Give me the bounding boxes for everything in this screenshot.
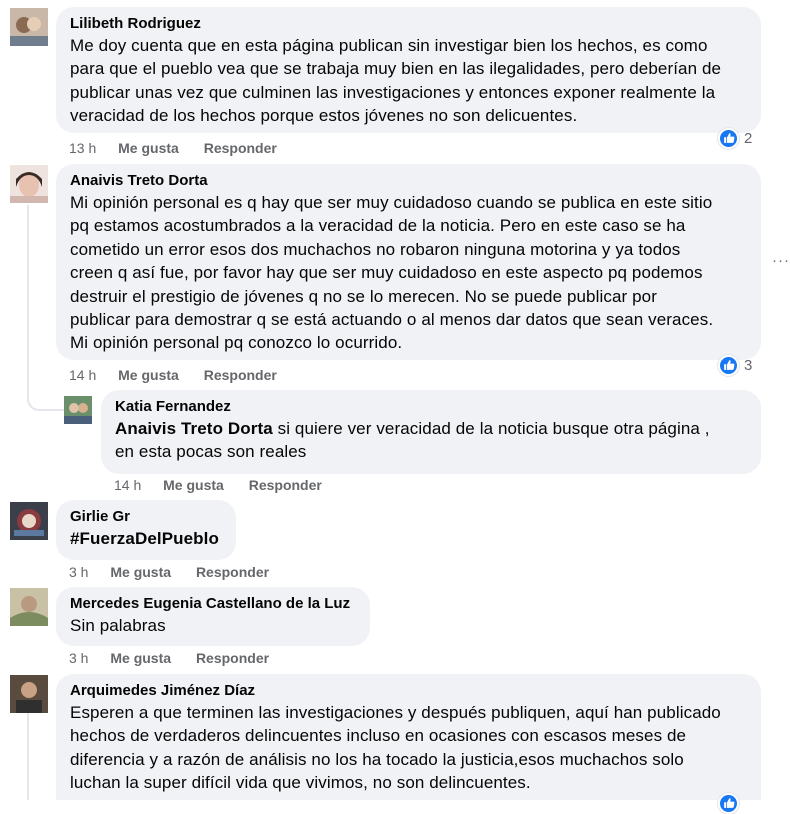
comment-line: publicar para demostrar q se está actuando o al menos dar datos que sean veraces. bbox=[70, 310, 714, 330]
comment-line: cometido un error esos dos muchachos no robaron ninguna motorina y ya todos bbox=[70, 239, 681, 259]
comment-line: Mi opinión personal es q hay que ser muy cuidadoso cuando se publica en este sitio bbox=[70, 193, 713, 212]
comment-bubble bbox=[56, 7, 761, 133]
comment-line: creen q así fue, por favor hay que ser muy cuidadoso en este aspecto pq podemos bbox=[70, 263, 703, 283]
reply-button[interactable]: Responder bbox=[203, 140, 277, 156]
timestamp[interactable]: 13 h bbox=[69, 140, 97, 156]
reply-bubble bbox=[101, 390, 761, 474]
comment-line: para que el pueblo vea que se trabaja muy bien en las ilegalidades, pero deberían de bbox=[70, 59, 722, 79]
comment-actions bbox=[114, 476, 343, 494]
reaction-count: 3 bbox=[744, 356, 753, 374]
comment-line: hechos de verdaderos delincuentes incluso en ocasiones con escasos meses de bbox=[70, 726, 687, 746]
comment-text: Sin palabras bbox=[70, 616, 166, 635]
comment-line: luchan la super difícil vida que vivimos, no son delincuentes. bbox=[70, 773, 531, 793]
like-reaction-icon bbox=[718, 128, 739, 149]
thread-line bbox=[27, 205, 29, 395]
comment-actions bbox=[69, 366, 298, 384]
reply-button[interactable]: Responder bbox=[195, 564, 270, 580]
comment-line: Mi opinión personal pq conozco lo ocurrido. bbox=[70, 333, 403, 353]
avatar[interactable] bbox=[10, 165, 48, 203]
comment-actions bbox=[69, 649, 290, 667]
comment-line: publicar unas vez que culminen las investigaciones y entonces exponer realmente la bbox=[70, 82, 716, 102]
comment-line: destruir el prestigio de jóvenes q no se lo merecen. No se puede publicar por bbox=[70, 286, 657, 306]
comment-line: pq estamos acostumbrados a la veracidad de la noticia. Pero en este caso se ha bbox=[70, 216, 686, 236]
reply-button[interactable]: Responder bbox=[248, 477, 322, 493]
reaction-summary[interactable] bbox=[718, 354, 752, 376]
comment-author[interactable]: Arquimedes Jiménez Díaz bbox=[70, 682, 256, 699]
hashtag-link[interactable]: #FuerzaDelPueblo bbox=[70, 529, 219, 548]
comment-line: Me doy cuenta que en esta página publican sin investigar bien los hechos, es como bbox=[70, 36, 708, 55]
comment-author[interactable]: Anaivis Treto Dorta bbox=[70, 172, 208, 189]
comment-line: Esperen a que terminen las investigaciones y después publiquen, aquí han publicado bbox=[70, 703, 721, 722]
like-reaction-icon bbox=[718, 793, 739, 814]
like-button[interactable]: Me gusta bbox=[118, 140, 179, 156]
comment-line: en esta pocas son reales bbox=[115, 442, 307, 462]
reaction-count: 2 bbox=[744, 129, 753, 147]
mention-link[interactable]: Anaivis Treto Dorta bbox=[115, 419, 273, 438]
thread-line bbox=[27, 712, 29, 800]
comment-author[interactable]: Girlie Gr bbox=[70, 508, 131, 525]
comment-line: diferencia y a razón de análisis no los ha tocado la justicia,esos muchachos solo bbox=[70, 749, 684, 769]
comment-text: si quiere ver veracidad de la noticia busque otra página , bbox=[272, 419, 710, 438]
like-button[interactable]: Me gusta bbox=[110, 564, 172, 580]
comment-author[interactable]: Mercedes Eugenia Castellano de la Luz bbox=[70, 595, 351, 612]
avatar[interactable] bbox=[10, 8, 48, 46]
comment-author[interactable]: Katia Fernandez bbox=[115, 398, 231, 415]
avatar[interactable] bbox=[10, 588, 48, 626]
more-options-icon[interactable]: ··· bbox=[772, 252, 790, 269]
comment-line bbox=[115, 417, 747, 440]
comment-line: veracidad de los hechos porque estos jóvenes no son delicuentes. bbox=[70, 106, 578, 126]
comment-bubble bbox=[56, 674, 761, 800]
timestamp[interactable]: 3 h bbox=[69, 564, 89, 580]
timestamp[interactable]: 14 h bbox=[114, 477, 142, 493]
reply-button[interactable]: Responder bbox=[195, 650, 270, 666]
comment-actions bbox=[69, 563, 290, 581]
like-button[interactable]: Me gusta bbox=[110, 650, 172, 666]
reply-button[interactable]: Responder bbox=[203, 367, 277, 383]
avatar[interactable] bbox=[64, 396, 92, 424]
thread-connector bbox=[27, 385, 65, 411]
like-button[interactable]: Me gusta bbox=[163, 477, 224, 493]
avatar[interactable] bbox=[10, 502, 48, 540]
avatar[interactable] bbox=[10, 675, 48, 713]
comment-bubble bbox=[56, 164, 761, 360]
like-button[interactable]: Me gusta bbox=[118, 367, 179, 383]
comment-actions bbox=[69, 139, 298, 157]
comment-bubble bbox=[56, 500, 236, 560]
reaction-summary[interactable] bbox=[718, 127, 752, 149]
timestamp[interactable]: 14 h bbox=[69, 367, 97, 383]
like-reaction-icon bbox=[718, 355, 739, 376]
comment-author[interactable]: Lilibeth Rodriguez bbox=[70, 15, 201, 32]
comment-bubble bbox=[56, 587, 370, 646]
timestamp[interactable]: 3 h bbox=[69, 650, 89, 666]
reaction-summary[interactable] bbox=[718, 792, 739, 814]
